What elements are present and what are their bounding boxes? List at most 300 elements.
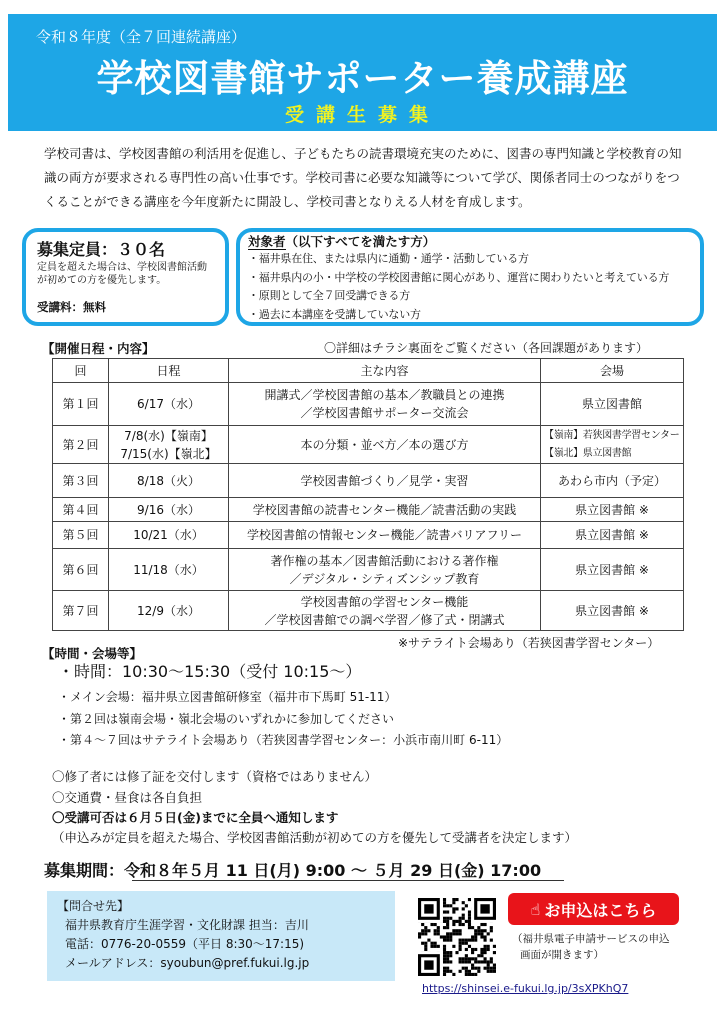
- period-value: 令和８年５月 11 日(月) 9:00 ～ ５月 29 日(金) 17:00: [124, 861, 542, 880]
- qr-module: [471, 935, 474, 938]
- qr-module: [446, 920, 449, 923]
- page-subtitle: 受講生募集: [284, 104, 440, 126]
- qr-module: [484, 929, 487, 932]
- qr-module: [452, 920, 455, 923]
- qr-module: [452, 898, 455, 901]
- qr-module: [462, 901, 465, 904]
- qr-module: [424, 932, 427, 935]
- qr-module: [490, 957, 493, 960]
- session-content-line: 開講式／学校図書館の基本／教職員との連携: [264, 388, 505, 402]
- qr-module: [427, 939, 430, 942]
- qr-module: [430, 945, 433, 948]
- qr-module: [443, 910, 446, 913]
- qr-module: [465, 939, 468, 942]
- qr-module: [484, 923, 487, 926]
- qr-module: [468, 920, 471, 923]
- session-number-line: 第１回: [62, 397, 99, 411]
- session-venue-line: あわら市内（予定）: [557, 473, 666, 488]
- qr-module: [446, 923, 449, 926]
- qr-module: [455, 920, 458, 923]
- qr-module: [443, 945, 446, 948]
- session-venue: [541, 522, 684, 549]
- session-content-line: ／デジタル・シティズンシップ教育: [289, 571, 480, 586]
- qr-module: [471, 973, 474, 976]
- qr-module: [471, 964, 474, 967]
- qr-module: [462, 939, 465, 942]
- qr-module: [443, 939, 446, 942]
- qr-module: [446, 932, 449, 935]
- session-venue: [541, 591, 684, 631]
- session-venue-line: 【嶺北】県立図書館: [544, 447, 632, 459]
- qr-module: [484, 945, 487, 948]
- qr-module: [484, 939, 487, 942]
- application-period: [44, 858, 541, 881]
- qr-module: [468, 910, 471, 913]
- qr-module: [465, 948, 468, 951]
- qr-module: [459, 945, 462, 948]
- qr-module: [465, 970, 468, 973]
- qr-module: [421, 932, 424, 935]
- session-content: [229, 464, 541, 498]
- note-line: 〇受講可否は６月５日(金)までに全員へ通知します: [52, 810, 339, 825]
- table-row: [53, 591, 684, 631]
- qr-module: [452, 901, 455, 904]
- session-venue: [541, 426, 684, 464]
- qr-module: [449, 970, 452, 973]
- qr-module: [430, 942, 433, 945]
- target-title: [248, 234, 694, 250]
- qr-module: [484, 967, 487, 970]
- session-venue-line: 県立図書館 ※: [575, 603, 649, 618]
- qr-module: [443, 935, 446, 938]
- target-title-label: 対象者: [248, 234, 286, 249]
- qr-module: [487, 945, 490, 948]
- time-main: ・時間：10:30～15:30（受付 10:15～）: [58, 662, 362, 681]
- qr-module: [455, 932, 458, 935]
- qr-module: [462, 960, 465, 963]
- qr-module: [468, 973, 471, 976]
- qr-module: [468, 917, 471, 920]
- session-date: [109, 464, 229, 498]
- qr-module: [477, 960, 480, 963]
- qr-module: [468, 914, 471, 917]
- session-number-line: 第５回: [62, 528, 99, 542]
- contact-dept: 福井県教育庁生涯学習・文化財課 担当：吉川: [65, 918, 309, 932]
- session-content-line: 学校図書館の学習センター機能: [300, 594, 469, 609]
- qr-module: [465, 954, 468, 957]
- qr-module: [459, 923, 462, 926]
- qr-module: [474, 935, 477, 938]
- session-venue-line: 県立図書館 ※: [575, 528, 649, 542]
- apply-url-link[interactable]: https://shinsei.e-fukui.lg.jp/3sXPKhQ7: [422, 982, 629, 995]
- schedule-heading: 【開催日程・内容】: [42, 341, 155, 356]
- qr-module: [493, 951, 496, 954]
- qr-module: [455, 929, 458, 932]
- session-number: [53, 498, 109, 522]
- apply-button[interactable]: [508, 893, 679, 925]
- session-date-line: 10/21（水）: [133, 528, 204, 542]
- session-number: [53, 426, 109, 464]
- qr-module: [462, 923, 465, 926]
- qr-module: [462, 957, 465, 960]
- qr-module: [493, 970, 496, 973]
- qr-module: [459, 960, 462, 963]
- target-item: ・福井県内の小・中学校の学校図書館に関心があり、運営に関わりたいと考えている方: [248, 270, 670, 284]
- qr-module: [484, 957, 487, 960]
- qr-module: [449, 939, 452, 942]
- qr-module: [424, 948, 427, 951]
- qr-module: [443, 948, 446, 951]
- target-item: ・福井県在住、または県内に通勤・通学・活動している方: [248, 252, 529, 265]
- qr-module: [421, 929, 424, 932]
- qr-module: [459, 970, 462, 973]
- qr-module: [443, 917, 446, 920]
- qr-module: [465, 967, 468, 970]
- session-number-line: 第４回: [62, 502, 99, 517]
- qr-module: [477, 932, 480, 935]
- qr-module: [421, 923, 424, 926]
- qr-module: [459, 957, 462, 960]
- session-content: [229, 426, 541, 464]
- qr-module: [443, 920, 446, 923]
- qr-module: [490, 967, 493, 970]
- qr-module: [487, 948, 490, 951]
- qr-module: [459, 942, 462, 945]
- qr-module: [490, 939, 493, 942]
- qr-module: [490, 960, 493, 963]
- session-content-line: 学校図書館の読書センター機能／読書活動の実践: [252, 502, 517, 517]
- qr-module: [462, 942, 465, 945]
- qr-module: [449, 904, 452, 907]
- qr-module: [446, 926, 449, 929]
- table-row: [53, 464, 684, 498]
- qr-module: [480, 948, 483, 951]
- apply-note-line: （福井県電子申請サービスの申込: [512, 933, 670, 945]
- qr-module: [465, 904, 468, 907]
- qr-module: [493, 964, 496, 967]
- qr-module: [477, 967, 480, 970]
- contact-email[interactable]: メールアドレス：syoubun@pref.fukui.lg.jp: [65, 956, 310, 970]
- qr-module: [474, 948, 477, 951]
- qr-module: [418, 935, 421, 938]
- session-content-line: ／学校図書館サポーター交流会: [300, 406, 469, 420]
- session-date: [109, 591, 229, 631]
- qr-code[interactable]: [418, 898, 496, 976]
- table-row: [53, 549, 684, 591]
- qr-module: [462, 914, 465, 917]
- schedule-table: [52, 358, 684, 631]
- qr-module: [455, 907, 458, 910]
- session-date-line: 11/18（水）: [133, 562, 204, 577]
- qr-module: [474, 929, 477, 932]
- qr-module: [446, 957, 449, 960]
- note-line: （申込みが定員を超えた場合、学校図書館活動が初めての方を優先して受講者を決定します）: [52, 830, 578, 845]
- session-content-line: 学校図書館の情報センター機能／読書バリアフリー: [246, 528, 523, 542]
- session-content-line: ／学校図書館での調べ学習／修了式・閉講式: [264, 612, 505, 627]
- session-content-line: 学校図書館づくり／見学・実習: [300, 473, 469, 488]
- qr-module: [449, 935, 452, 938]
- qr-finder: [424, 904, 433, 913]
- session-number: [53, 522, 109, 549]
- session-number-line: 第６回: [62, 562, 99, 577]
- qr-module: [477, 929, 480, 932]
- session-content: [229, 522, 541, 549]
- qr-module: [468, 923, 471, 926]
- qr-module: [465, 942, 468, 945]
- qr-module: [471, 926, 474, 929]
- qr-module: [480, 932, 483, 935]
- page-title: 学校図書館サポーター養成講座: [96, 57, 629, 100]
- qr-module: [449, 932, 452, 935]
- session-date-line: 12/9（水）: [137, 603, 200, 618]
- column-header: 回: [53, 359, 109, 383]
- session-number: [53, 383, 109, 426]
- venue-info: ・第２回は嶺南会場・嶺北会場のいずれかに参加してください: [58, 712, 395, 726]
- qr-module: [465, 973, 468, 976]
- qr-module: [462, 907, 465, 910]
- header-banner: [8, 14, 717, 131]
- qr-module: [474, 973, 477, 976]
- qr-module: [452, 973, 455, 976]
- qr-module: [443, 901, 446, 904]
- qr-module: [443, 904, 446, 907]
- qr-module: [480, 923, 483, 926]
- qr-module: [443, 970, 446, 973]
- qr-module: [437, 945, 440, 948]
- qr-module: [421, 942, 424, 945]
- qr-module: [493, 967, 496, 970]
- intro-paragraph: 学校司書は、学校図書館の利活用を促進し、子どもたちの読書環境充実のために、図書の専門知識と学校教育の知識の両方が要求される専門性の高い仕事です。学校司書に必要な知識等について学び、関係者同士のつながりをつくることができる講座を今年度新たに開設し、学校司書となりえる人材を育成します。: [44, 146, 682, 209]
- table-header-row: [53, 359, 684, 383]
- session-venue-line: 県立図書館 ※: [575, 562, 649, 577]
- qr-module: [424, 926, 427, 929]
- qr-module: [487, 967, 490, 970]
- qr-module: [452, 923, 455, 926]
- session-date: [109, 498, 229, 522]
- qr-module: [477, 926, 480, 929]
- session-venue: [541, 383, 684, 426]
- session-date: [109, 383, 229, 426]
- qr-module: [446, 970, 449, 973]
- qr-module: [443, 957, 446, 960]
- qr-module: [459, 948, 462, 951]
- session-date-line: 9/16（水）: [137, 502, 200, 517]
- session-venue: [541, 498, 684, 522]
- qr-module: [471, 948, 474, 951]
- target-item: ・過去に本講座を受講していない方: [248, 307, 421, 321]
- qr-module: [437, 926, 440, 929]
- column-header: 会場: [541, 359, 684, 383]
- column-header: 日程: [109, 359, 229, 383]
- qr-module: [487, 960, 490, 963]
- session-number-line: 第２回: [62, 437, 99, 452]
- capacity-note: 定員を超えた場合は、学校図書館活動が初めての方を優先します。: [37, 262, 207, 286]
- qr-module: [459, 920, 462, 923]
- session-date: [109, 426, 229, 464]
- qr-module: [446, 939, 449, 942]
- target-item: ・原則として全７回受講できる方: [248, 289, 410, 302]
- qr-module: [446, 910, 449, 913]
- qr-module: [490, 926, 493, 929]
- qr-module: [446, 954, 449, 957]
- table-row: [53, 522, 684, 549]
- session-number-line: 第３回: [62, 473, 99, 488]
- qr-module: [452, 945, 455, 948]
- session-date-line: 8/18（火）: [137, 473, 200, 488]
- qr-module: [462, 917, 465, 920]
- qr-module: [468, 926, 471, 929]
- qr-module: [459, 929, 462, 932]
- qr-module: [480, 951, 483, 954]
- qr-module: [459, 932, 462, 935]
- session-date-line: 7/15(水)【嶺北】: [120, 446, 217, 461]
- schedule-note: 〇詳細はチラシ裏面をご覧ください（各回課題があります）: [324, 341, 649, 355]
- qr-module: [452, 907, 455, 910]
- qr-module: [446, 951, 449, 954]
- qr-module: [468, 939, 471, 942]
- session-number: [53, 591, 109, 631]
- contact-box: [47, 891, 395, 981]
- note-line: 〇交通費・昼食は各自負担: [52, 790, 203, 805]
- qr-module: [446, 917, 449, 920]
- apply-note: [512, 931, 670, 963]
- qr-module: [424, 929, 427, 932]
- session-date: [109, 522, 229, 549]
- pointing-hand-icon: ☝: [530, 899, 541, 919]
- session-venue: [541, 464, 684, 498]
- session-venue-line: 【嶺南】若狭図書学習センター: [544, 429, 680, 441]
- qr-module: [484, 948, 487, 951]
- qr-module: [474, 939, 477, 942]
- capacity-title: 募集定員：３０名: [37, 240, 166, 259]
- qr-module: [434, 929, 437, 932]
- qr-module: [443, 973, 446, 976]
- qr-module: [468, 970, 471, 973]
- qr-module: [446, 904, 449, 907]
- qr-module: [437, 932, 440, 935]
- session-venue: [541, 549, 684, 591]
- qr-module: [427, 929, 430, 932]
- session-number: [53, 464, 109, 498]
- session-number-line: 第７回: [62, 603, 99, 618]
- apply-note-line: 画面が開きます）: [520, 949, 604, 961]
- qr-module: [490, 929, 493, 932]
- note-line: 〇修了者には修了証を交付します（資格ではありません）: [52, 769, 378, 784]
- venue-info: ・メイン会場：福井県立図書館研修室（福井市下馬町 51-11）: [58, 690, 397, 704]
- session-content-line: 著作権の基本／図書館活動における著作権: [270, 553, 499, 568]
- qr-module: [474, 960, 477, 963]
- qr-module: [474, 967, 477, 970]
- apply-label: お申込はこちら: [544, 900, 657, 920]
- qr-module: [437, 929, 440, 932]
- qr-module: [484, 935, 487, 938]
- qr-module: [471, 967, 474, 970]
- venue-info: ・第４～７回はサテライト会場あり（若狭図書学習センター：小浜市南川町 6-11）: [58, 733, 509, 747]
- session-venue-line: 県立図書館 ※: [575, 502, 649, 517]
- qr-module: [424, 942, 427, 945]
- session-date-line: 7/8(水)【嶺南】: [124, 428, 213, 443]
- qr-module: [487, 964, 490, 967]
- qr-module: [430, 923, 433, 926]
- qr-module: [443, 951, 446, 954]
- qr-module: [434, 945, 437, 948]
- session-venue-line: 県立図書館: [581, 397, 642, 411]
- qr-module: [477, 970, 480, 973]
- period-underline: [132, 880, 564, 881]
- qr-module: [487, 970, 490, 973]
- period-label: 募集期間：: [44, 861, 125, 880]
- satellite-note: ※サテライト会場あり（若狭図書学習センター）: [398, 636, 660, 650]
- qr-module: [474, 932, 477, 935]
- qr-module: [465, 957, 468, 960]
- qr-module: [474, 957, 477, 960]
- qr-module: [459, 939, 462, 942]
- qr-module: [480, 960, 483, 963]
- qr-finder: [424, 960, 433, 969]
- qr-module: [465, 920, 468, 923]
- qr-module: [493, 945, 496, 948]
- qr-module: [468, 960, 471, 963]
- target-title-suffix: （以下すべてを満たす方）: [285, 234, 436, 249]
- qr-module: [443, 954, 446, 957]
- qr-module: [471, 957, 474, 960]
- qr-module: [452, 932, 455, 935]
- qr-module: [449, 960, 452, 963]
- qr-module: [443, 898, 446, 901]
- qr-module: [480, 935, 483, 938]
- session-date: [109, 549, 229, 591]
- qr-module: [490, 970, 493, 973]
- qr-finder: [480, 904, 489, 913]
- qr-module: [484, 960, 487, 963]
- session-content: [229, 383, 541, 426]
- qr-module: [462, 967, 465, 970]
- session-date-line: 6/17（水）: [137, 397, 200, 411]
- qr-module: [468, 898, 471, 901]
- session-content: [229, 498, 541, 522]
- table-row: [53, 498, 684, 522]
- column-header: 主な内容: [229, 359, 541, 383]
- table-row: [53, 383, 684, 426]
- session-content-line: 本の分類・並べ方／本の選び方: [300, 437, 469, 452]
- qr-module: [484, 951, 487, 954]
- qr-module: [471, 951, 474, 954]
- target-box: [236, 228, 704, 326]
- qr-module: [465, 960, 468, 963]
- qr-module: [455, 951, 458, 954]
- qr-module: [468, 957, 471, 960]
- session-content: [229, 549, 541, 591]
- time-heading: 【時間・会場等】: [42, 646, 143, 661]
- qr-module: [434, 923, 437, 926]
- session-content: [229, 591, 541, 631]
- qr-module: [443, 960, 446, 963]
- qr-module: [455, 898, 458, 901]
- qr-module: [452, 910, 455, 913]
- qr-module: [424, 945, 427, 948]
- qr-module: [443, 967, 446, 970]
- capacity-box: [22, 228, 229, 326]
- qr-module: [449, 954, 452, 957]
- contact-phone: 電話：0776-20-0559（平日 8:30～17:15): [65, 937, 305, 951]
- qr-module: [446, 967, 449, 970]
- session-number: [53, 549, 109, 591]
- qr-module: [443, 926, 446, 929]
- qr-module: [440, 935, 443, 938]
- qr-module: [449, 951, 452, 954]
- qr-module: [480, 929, 483, 932]
- contact-heading: 【問合せ先】: [57, 899, 130, 913]
